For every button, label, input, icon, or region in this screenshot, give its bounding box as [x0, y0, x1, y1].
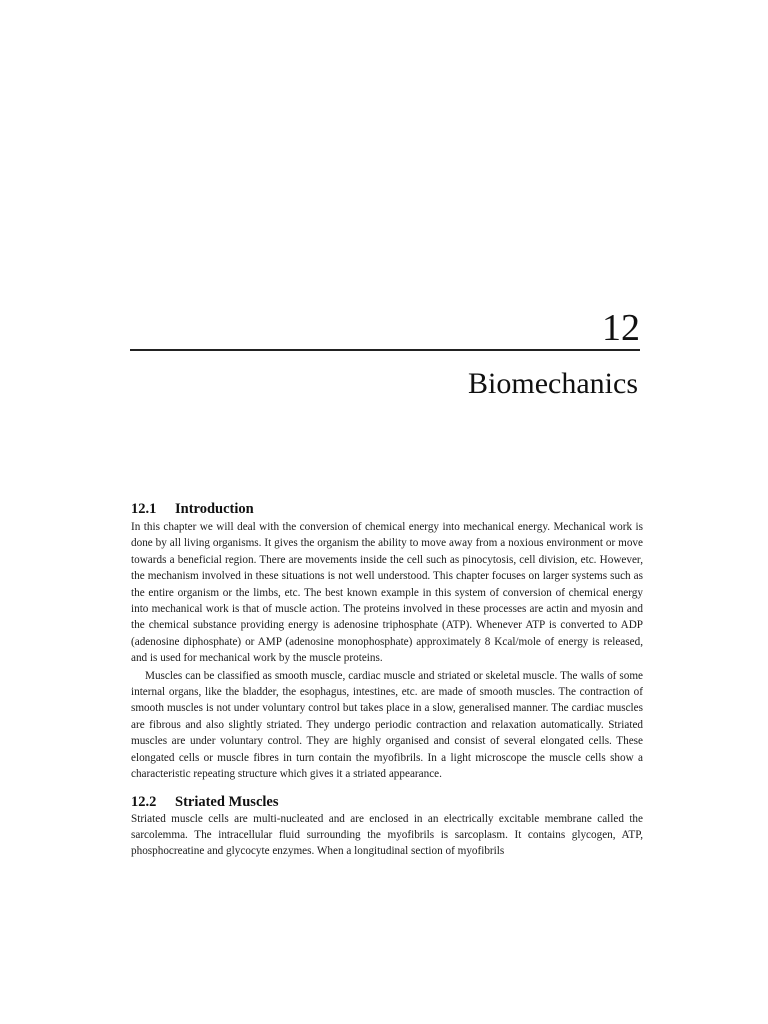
- paragraph: Striated muscle cells are multi-nucleated and are enclosed in an electrically excitable membrane called the sarcolemma. The intracellular fluid surrounding the myofibrils is sarcoplasm. It contains glycogen, ATP, phosphocreatine and glycocyte enzymes. When a longitudinal section of myofibrils: [131, 812, 643, 858]
- chapter-divider-rule: [130, 349, 640, 351]
- section-heading: [131, 793, 643, 811]
- section-spacer: [131, 783, 643, 793]
- section-number: 12.1: [131, 501, 157, 517]
- chapter-number: 12: [602, 307, 640, 349]
- section-heading: [131, 500, 643, 518]
- section-title: Introduction: [175, 501, 254, 517]
- chapter-body: [131, 500, 643, 860]
- section-title: Striated Muscles: [175, 793, 279, 810]
- section-introduction: [131, 500, 643, 783]
- paragraph: In this chapter we will deal with the conversion of chemical energy into mechanical energy. Mechanical work is done by all living organisms. It gives the organism the ability to move away from a noxious environment or move towards a beneficial region. There are movements inside the cell such as pinocytosis, cell division, etc. However, the mechanism involved in these situations is not well understood. This chapter focuses on larger systems such as the entire organism or the limbs, etc. The best known example in this system of conversion of chemical energy into mechanical work is that of muscle action. The proteins involved in these processes are actin and myosin and the chemical substance providing energy is adenosine triphosphate (ATP). Whenever ATP is converted to ADP (adenosine diphosphate) or AMP (adenosine monophosphate) approximately 8 Kcal/mole of energy is released, and is used for mechanical work by the muscle proteins.: [131, 521, 643, 665]
- section-number: 12.2: [131, 793, 157, 810]
- chapter-title: Biomechanics: [468, 367, 638, 400]
- paragraph: Muscles can be classified as smooth muscle, cardiac muscle and striated or skeletal muscle. The walls of some internal organs, like the bladder, the esophagus, intestines, etc. are made of smooth muscles. The contraction of smooth muscles is not under voluntary control but takes place in a slow, generalised manner. The cardiac muscles are fibrous and also slightly striated. They undergo periodic contraction and relaxation automatically. Striated muscles are under voluntary control. They are highly organised and consist of several elongated cells. These elongated cells or muscle fibres in turn contain the myofibrils. In a light microscope the muscle cells show a characteristic repeating structure which gives it a striated appearance.: [131, 669, 643, 781]
- section-striated-muscles: [131, 793, 643, 860]
